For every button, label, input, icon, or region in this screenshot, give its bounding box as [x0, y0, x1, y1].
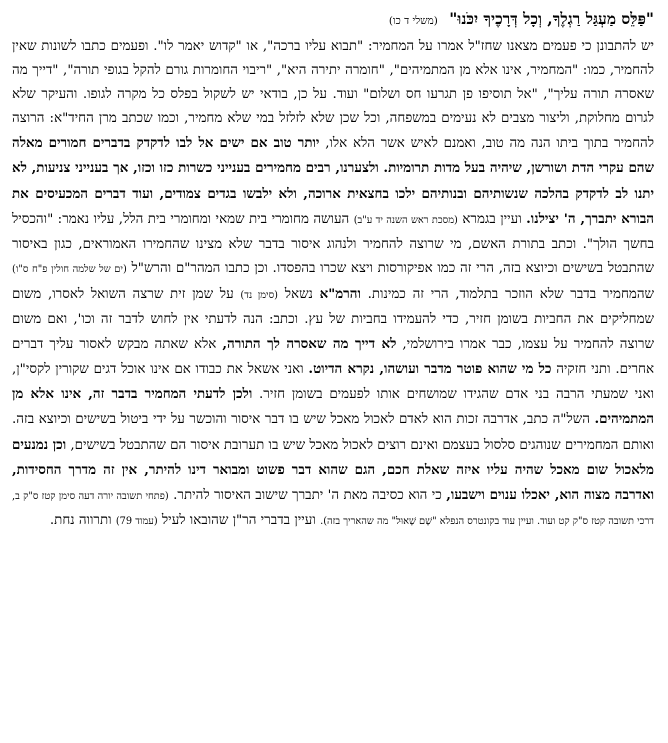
citation-text-run: (עמוד 79) [115, 515, 158, 527]
bold-text-run: והרמ"א [319, 285, 361, 302]
bold-text-run: ולכן לדעתי המחמיר בדבר זה, אינו אלא מן המתמיהים. [12, 386, 654, 428]
bold-text-run: כל מי שהוא פוטר מדבר ועושהו, נקרא הדיוט. [308, 361, 552, 378]
citation-text-run: (מסכת ראש השנה יד ע"ב) [353, 214, 458, 226]
body-paragraph [12, 35, 654, 534]
citation-text-run: (סימן נד) [240, 289, 279, 301]
text-run: ותרווה נחת. [49, 512, 116, 528]
text-run: שהמחמיר בדבר שלא הוזכר בתלמוד, הרי זה כמינות. [360, 286, 655, 302]
citation-text-run: (ים של שלמה חולין פ"ח ס"ו) [12, 263, 127, 275]
text-run: כי הוא כסיבה מאת ה' יתברך שישוב האיסור להיתר. [168, 487, 447, 503]
text-run: העושה מחומרי בית שמאי ומחומרי בית הלל, עליו נאמר: "והכסיל בחשך הולך". וכתב בתורת האשם, מי שרוצה להחמיר ולנהוג איסור בדבר שלא מצינו שהחמירו האמוראים, כגון באיסור שהתבטל בשישים וכיוצא בזה, הרי זה כמו אפיקורסות ויצא שכרו בהפסדו. וכן כתבו המהר"ם והרש"ל [12, 211, 654, 276]
bold-text-run: וכן נמנעים מלאכול שום מאכל שהיה עליו איזה שאלת חכם, הגם שהוא דבר פשוט ומבואר דינו להיתר, אין זה מדרך החסידות, ואדרבה מצוה הוא, יאכלו ענוים וישבעו, [12, 436, 655, 503]
text-run: אלא שאתה מבקש לאסור עליך דברים אחרים. ותני חזקיה [12, 337, 654, 378]
verse-heading [12, 8, 654, 32]
text-run: יש להתבונן כי פעמים מצאנו שחז"ל אמרו על המחמיר: "תבוא עליו ברכה", או "קדוש יאמר לו". ופעמים כתבו לשונות שאין להחמיר, כמו: "המחמיר, אינו אלא מן המתמיהים", "חומרה יתירה היא", "ריבוי החומרות גורם להקל בגופי תורה", "דייך מה שאסרה תורה עליך", "אל תוסיפו פן תגרעו חס ושלום" ועוד. על כן, בודאי יש לשקול בפלס כל מקרה לגופו. והעיקר שלא לגרום מחלוקת, וליצור מצבים לא נעימים במשפחה, וכל שכן שלא לזלזל במי שלא מחמיר, וכמו שכתב מרן החיד"א: הרוצה להחמיר בתוך ביתו הנה מה טוב, ואמנם לאיש אשר הלא אלו, [12, 39, 654, 152]
verse-text: "פַּלֵּס מַעְגַּל רַגְלֶךָ, וְכָל דְּרָכֶיךָ יִכֹּנוּ" [449, 9, 654, 28]
bold-text-run: לא דייך מה שאסרה לך התורה, [222, 336, 397, 353]
citation-text-run: (פתחי תשובה יורה דעה סימן קטז ס"ק ב, דרכי תשובה קטז ס"ק קט ועוד. ועיין עוד בקונטרס הנפלא "שָׁם שָׁאוּל" מה שהאריך בזה). [12, 490, 654, 527]
bold-text-run: יותר טוב אם ישים אל לבו לדקדק בדברים חמורים מאלה שהם עקרי הדת ושורשן, שיהיה בעל מדות תרומיות. ולצערנו, רבים מחמירים בענייני כשרות כזו וכזו, אך בענייני צניעות, לא יתנו לב לדקדק בהלכה שנשותיהם ובנותיהם ילכו בחצאית ארוכה, ולא ילבשו בגדים צמודים, ועוד דברים המכעיסים את הבורא יתברך, ה' יצילנו. [12, 135, 654, 227]
text-run: ועיין בדברי הר"ן שהובאו לעיל [157, 512, 321, 528]
text-run: השל"ה כתב, אדרבה זכות הוא לאדם לאכול מאכל שיש בו דבר איסור והוכשר על ידי ביטול בשישים וכיוצא בזה. ואותם המחמירים שנוהגים סלסול בעצמם ואינם רוצים לאכול מאכל שיש בו תערובת איסור הם שהתבטל בשישים, [12, 412, 655, 453]
verse-source: (משלי ד כו) [388, 15, 438, 27]
text-run: על שמן זית שרצה השואל לאסרו, משום שמחליקים את החביות בשומן חזיר, כדי להעמידו בחביות של עץ. וכתב: הנה לדעתי אין לחוש לדבר זה וכו', ואם משום שרוצה להחמיר על עצמו, כבר אמרו בירושלמי, [12, 286, 654, 353]
text-run: ועיין בגמרא [457, 211, 527, 227]
text-run: ואני אשאל את כבודו אם אינו אוכל דגים שקורין לקסי"ן, ואני שמעתי הרבה בני אדם שהגידו שמושחים אותו לפעמים בשומן חזיר. [12, 362, 654, 403]
text-run: נשאל [278, 286, 320, 302]
